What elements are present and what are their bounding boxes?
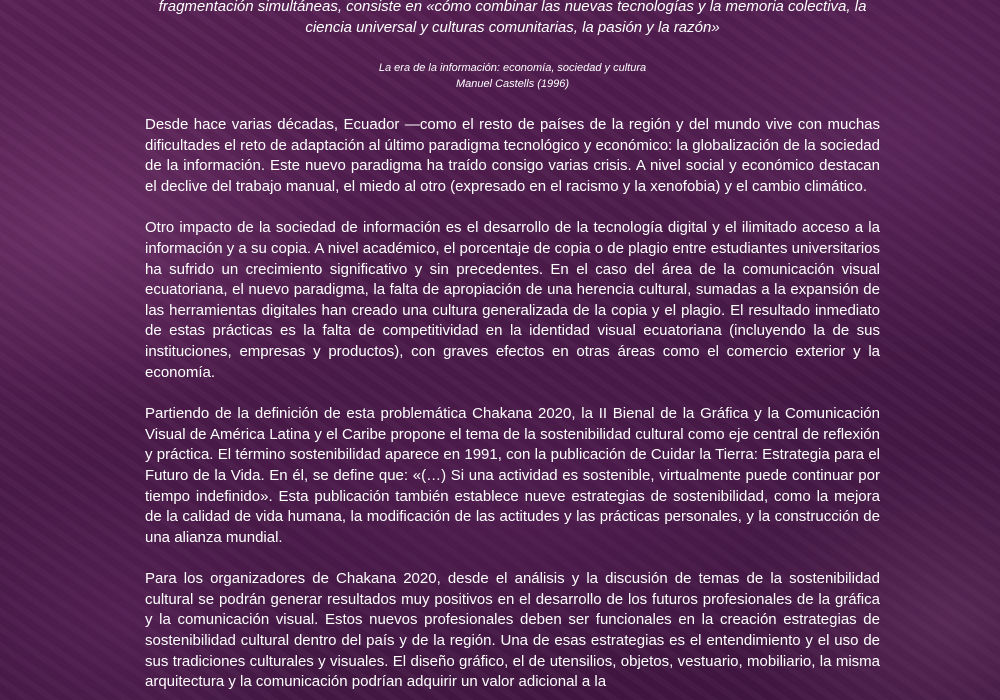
quote-citation xyxy=(145,60,880,92)
epigraph-quote: fragmentación simultáneas, consiste en «cómo combinar las nuevas tecnologías y la memoria colectiva, la ciencia universal y culturas comunitarias, la pasión y la razón» xyxy=(158,0,867,36)
citation-work-title: La era de la información: economía, sociedad y cultura xyxy=(378,62,647,74)
article-body xyxy=(145,115,880,700)
citation-author: Manuel Castells (1996) xyxy=(455,78,570,90)
body-paragraph: Para los organizadores de Chakana 2020, desde el análisis y la discusión de temas de la sostenibilidad cultural se podrán generar resultados muy positivos en el desarrollo de los futuros profesionales de la gráfica y la comunicación visual. Estos nuevos profesionales deben ser funcionales en la creación estrategias de sostenibilidad cultural dentro del país y de la región. Una de esas estrategias es el entendimiento y el uso de sus tradiciones culturales y visuales. El diseño gráfico, el de utensilios, objetos, vestuario, mobiliario, la misma arquitectura y la comunicación podrían adquirir un valor adicional a la xyxy=(145,570,880,691)
body-paragraph: Otro impacto de la sociedad de información es el desarrollo de la tecnología digital y el ilimitado acceso a la información y a su copia. A nivel académico, el porcentaje de copia o de plagio entre estudiantes universitarios ha sufrido un crecimiento significativo y sin precedentes. En el caso del área de la comunicación visual ecuatoriana, el nuevo paradigma, la falta de apropiación de una herencia cultural, sumadas a la expansión de las herramientas digitales han creado una cultura generalizada de la copia y el plagio. El resultado inmediato de estas prácticas es la falta de competitividad en la identidad visual ecuatoriana (incluyendo la de sus instituciones, empresas y productos), con graves efectos en otras áreas como el comercio exterior y la economía. xyxy=(145,219,880,381)
body-paragraph: Desde hace varias décadas, Ecuador —como el resto de países de la región y del mundo vive con muchas dificultades el reto de adaptación al último paradigma tecnológico y económico: la globalización de la sociedad de la información. Este nuevo paradigma ha traído consigo varias crisis. A nivel social y económico destacan el declive del trabajo manual, el miedo al otro (expresado en el racismo y la xenofobia) y el cambio climático. xyxy=(145,116,880,195)
body-paragraph: Partiendo de la definición de esta problemática Chakana 2020, la II Bienal de la Gráfica y la Comunicación Visual de América Latina y el Caribe propone el tema de la sostenibilidad cultural como eje central de reflexión y práctica. El término sostenibilidad aparece en 1991, con la publicación de Cuidar la Tierra: Estrategia para el Futuro de la Vida. En él, se define que: «(…) Si una actividad es sostenible, virtualmente puede continuar por tiempo indefinido». Esta publicación también establece nueve estrategias de sostenibilidad, como la mejora de la calidad de vida humana, la modificación de las actitudes y las prácticas personales, y la construcción de una alianza mundial. xyxy=(145,405,880,546)
